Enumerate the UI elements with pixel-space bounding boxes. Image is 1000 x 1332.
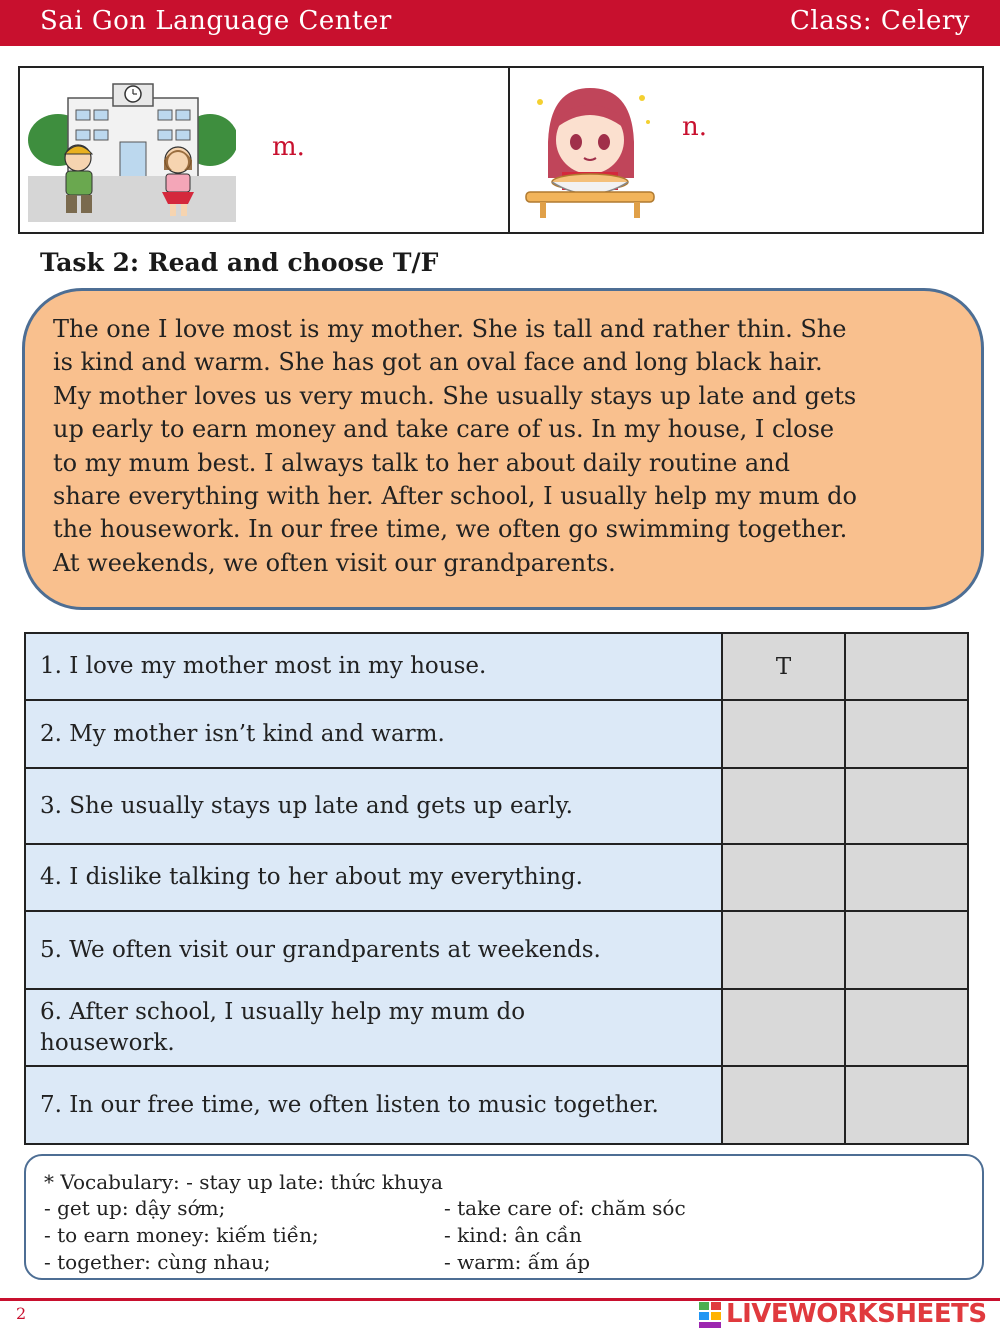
table-row xyxy=(25,911,968,989)
liveworksheets-logo-icon xyxy=(698,1300,724,1330)
answer-box-7-alt[interactable] xyxy=(845,1066,968,1144)
header-bar xyxy=(0,0,1000,46)
passage-line: My mother loves us very much. She usually stays up late and gets xyxy=(53,381,857,410)
passage-line: share everything with her. After school, I usually help my mum do xyxy=(53,482,857,511)
answer-box-5[interactable] xyxy=(722,911,846,989)
reading-passage xyxy=(53,313,963,580)
label-n: n. xyxy=(682,112,708,142)
answer-box-3-alt[interactable] xyxy=(845,768,968,844)
liveworksheets-brand[interactable]: LIVEWORKSHEETS xyxy=(726,1299,987,1329)
answer-box-7[interactable] xyxy=(722,1066,846,1144)
passage-line: At weekends, we often visit our grandparents. xyxy=(53,548,616,577)
answer-box-6[interactable] xyxy=(722,989,846,1066)
answer-box-1-alt[interactable] xyxy=(845,633,968,700)
table-row xyxy=(25,700,968,768)
passage-line: is kind and warm. She has got an oval face and long black hair. xyxy=(53,348,823,377)
table-row xyxy=(25,633,968,700)
center-name: Sai Gon Language Center xyxy=(40,6,392,36)
vocab-left-1: - get up: dậy sớm; xyxy=(44,1196,226,1220)
table-row xyxy=(25,989,968,1066)
answer-box-3[interactable] xyxy=(722,768,846,844)
passage-line: up early to earn money and take care of us. In my house, I close xyxy=(53,415,835,444)
picture-cell-m xyxy=(20,68,510,232)
vocab-right-3: - warm: ấm áp xyxy=(444,1250,591,1274)
answer-box-5-alt[interactable] xyxy=(845,911,968,989)
answer-box-6-alt[interactable] xyxy=(845,989,968,1066)
answer-box-4[interactable] xyxy=(722,844,846,911)
true-false-table xyxy=(24,632,969,1145)
passage-line: the housework. In our free time, we often go swimming together. xyxy=(53,515,848,544)
table-row xyxy=(25,768,968,844)
passage-line: The one I love most is my mother. She is tall and rather thin. She xyxy=(53,315,847,343)
girl-eating-illustration xyxy=(520,82,660,220)
page-number: 2 xyxy=(16,1304,27,1323)
vocab-right-1: - take care of: chăm sóc xyxy=(444,1196,686,1220)
vocabulary-box xyxy=(24,1154,984,1280)
vocab-right-2: - kind: ân cần xyxy=(444,1223,582,1247)
statement-5: 5. We often visit our grandparents at weekends. xyxy=(25,911,722,989)
statement-3: 3. She usually stays up late and gets up early. xyxy=(25,768,722,844)
school-children-illustration xyxy=(28,80,236,222)
passage-line: to my mum best. I always talk to her about daily routine and xyxy=(53,448,790,477)
statement-4: 4. I dislike talking to her about my everything. xyxy=(25,844,722,911)
reading-passage-box xyxy=(22,288,984,610)
picture-table xyxy=(18,66,984,234)
statement-7: 7. In our free time, we often listen to music together. xyxy=(25,1066,722,1144)
vocab-left-3: - together: cùng nhau; xyxy=(44,1250,271,1274)
table-row xyxy=(25,844,968,911)
statement-6-text: 6. After school, I usually help my mum do housework. xyxy=(40,998,526,1056)
picture-cell-n xyxy=(510,68,982,232)
statement-2: 2. My mother isn’t kind and warm. xyxy=(25,700,722,768)
answer-box-1[interactable]: T xyxy=(722,633,846,700)
answer-box-4-alt[interactable] xyxy=(845,844,968,911)
answer-box-2-alt[interactable] xyxy=(845,700,968,768)
label-m: m. xyxy=(272,132,305,162)
answer-box-2[interactable] xyxy=(722,700,846,768)
table-row xyxy=(25,1066,968,1144)
task-title: Task 2: Read and choose T/F xyxy=(40,248,439,277)
statement-1: 1. I love my mother most in my house. xyxy=(25,633,722,700)
statement-6 xyxy=(25,989,722,1066)
vocab-left-2: - to earn money: kiếm tiền; xyxy=(44,1223,319,1247)
class-name: Class: Celery xyxy=(789,6,970,36)
vocab-line-1: * Vocabulary: - stay up late: thức khuya xyxy=(44,1170,443,1194)
